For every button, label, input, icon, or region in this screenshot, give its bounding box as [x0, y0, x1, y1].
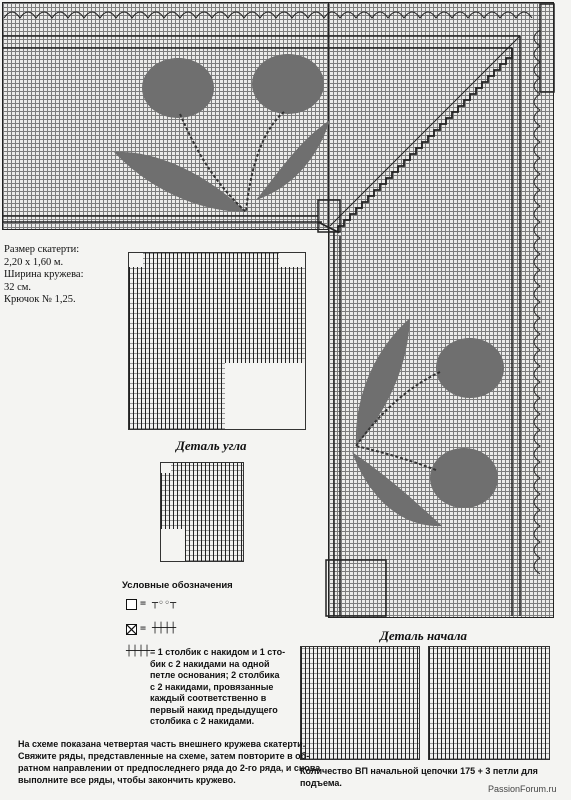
crossed-cell-symbol	[126, 624, 137, 635]
spec-lace-width-label: Ширина кружева:	[4, 269, 84, 280]
start-detail-chart-right	[428, 646, 550, 760]
chain-count-note: Количество ВП начальной цепочки 175 + 3 петли для подъема.	[300, 766, 538, 788]
spec-hook-size: Крючок № 1,25.	[4, 294, 76, 305]
legend-item2-glyph: = ┼┼┼┼	[140, 623, 177, 634]
start-detail-caption: Деталь начала	[380, 628, 467, 643]
right-scallop-border	[512, 30, 540, 616]
legend-title: Условные обозначения	[122, 580, 233, 591]
spec-size-value: 2,20 х 1,60 м.	[4, 256, 64, 268]
spec-size-label: Размер скатерти:	[4, 244, 80, 255]
legend-item3-glyph: ┼┼┼┼	[126, 646, 151, 657]
spec-lace-width-value: 32 см.	[4, 281, 32, 293]
corner-detail-chart	[128, 252, 306, 430]
top-scallop-border	[2, 12, 532, 48]
legend-item3-description: = 1 столбик с накидом и 1 сто- бик с 2 накидами на одной петле основания; 2 столбика с 2 накидами, провязанные каждый соответственно в первый накид предыдущего столбика с 2 накидами.	[150, 647, 286, 726]
empty-cell-symbol	[126, 599, 137, 610]
instructions-text: На схеме показана четвертая часть внешнего кружева скатерти. Свяжите ряды, представленные на схеме, затем повторите в об- ратном направлении от предпоследнего ряда до 2-го ряда, и снова выполните все ряды, чтобы закончить кружево.	[18, 739, 321, 785]
site-watermark: PassionForum.ru	[488, 784, 557, 794]
cherry-motif-top	[114, 54, 330, 212]
diagonal-guide	[330, 36, 520, 226]
tablecloth-specs	[4, 244, 83, 307]
corner-detail-caption: Деталь угла	[176, 438, 247, 453]
corner-small-chart	[160, 462, 244, 562]
diagonal-staircase	[318, 48, 512, 232]
legend-item1-glyph: = ┬◦◦┬	[140, 598, 177, 609]
